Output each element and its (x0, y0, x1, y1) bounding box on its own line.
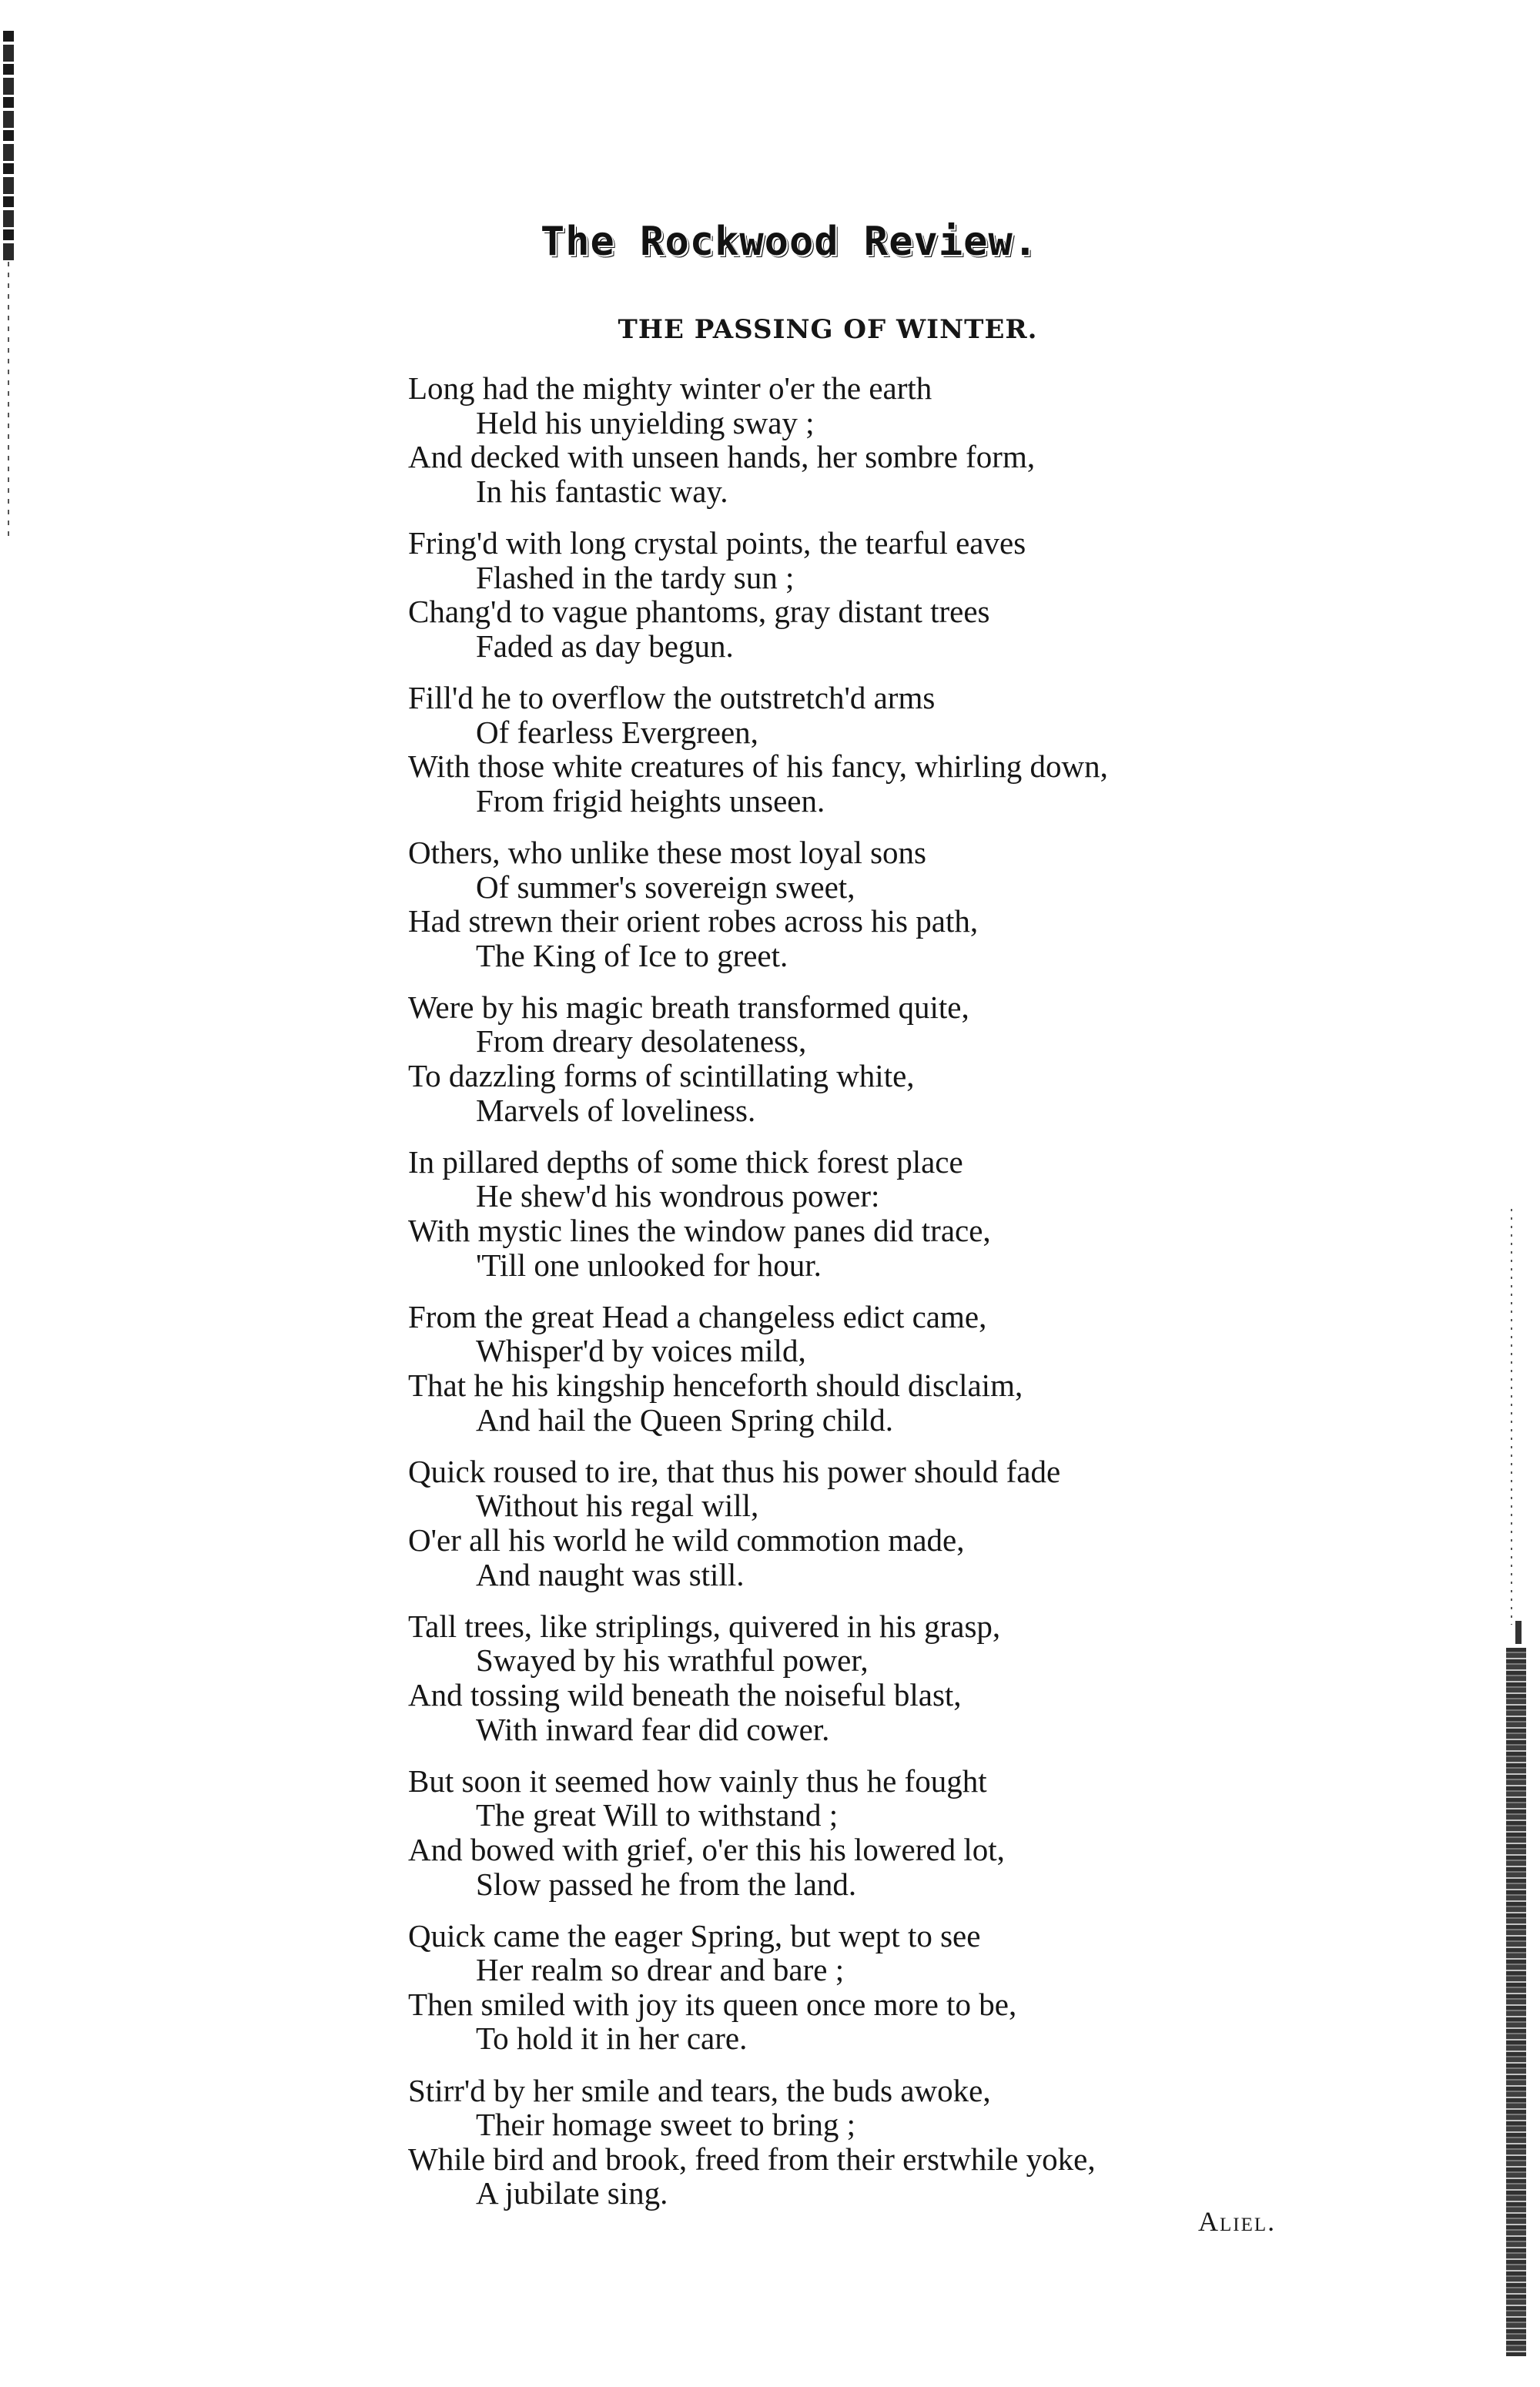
binding-edge-right (1506, 1648, 1526, 2356)
poem-line: And hail the Queen Spring child. (476, 1401, 894, 1438)
poem-line: Held his unyielding sway ; (476, 404, 815, 440)
poem-line: Then smiled with joy its queen once more to be, (408, 1986, 1017, 2022)
stanza (408, 2074, 1317, 2211)
poem-title (0, 314, 1540, 345)
poem-line: The King of Ice to greet. (476, 937, 788, 973)
poem-line: Her realm so drear and bare ; (476, 1952, 845, 1988)
poem-line: The great Will to withstand ; (476, 1797, 839, 1833)
stanza (408, 835, 1317, 973)
stanza (408, 526, 1317, 663)
poem-line: Tall trees, like striplings, quivered in his grasp, (408, 1608, 1001, 1644)
poem-line: And bowed with grief, o'er this his lowered lot, (408, 1831, 1005, 1867)
stanza (408, 1919, 1317, 2056)
poem-line: And tossing wild beneath the noiseful blast, (408, 1676, 962, 1712)
poem-line: Quick came the eager Spring, but wept to see (408, 1917, 981, 1953)
stanza (408, 371, 1317, 508)
poem-line: To hold it in her care. (476, 2020, 748, 2057)
poem-line: To dazzling forms of scintillating white, (408, 1058, 915, 1094)
poem-line: That he his kingship henceforth should disclaim, (408, 1368, 1023, 1403)
poem-line: Were by his magic breath transformed quite, (408, 989, 969, 1025)
poem-line: In his fantastic way. (476, 473, 728, 509)
poem-line: Their homage sweet to bring ; (476, 2107, 856, 2143)
poem-line: Chang'd to vague phantoms, gray distant trees (408, 594, 990, 630)
poem-line: Swayed by his wrathful power, (476, 1642, 869, 1679)
poem-line: O'er all his world he wild commotion made, (408, 1522, 965, 1558)
stanza (408, 1300, 1317, 1437)
binding-edge-right-speck (1515, 1621, 1522, 1644)
stanza (408, 990, 1317, 1127)
poem-line: Stirr'd by her smile and tears, the buds awoke, (408, 2072, 991, 2108)
stanza (408, 1145, 1317, 1282)
poem-line: Quick roused to ire, that thus his power should fade (408, 1453, 1061, 1489)
binding-edge-left-trace (8, 262, 9, 539)
poem-line: With those white creatures of his fancy, whirling down, (408, 748, 1108, 785)
poem-line: In pillared depths of some thick forest place (408, 1143, 963, 1180)
binding-edge-right-trace (1511, 1209, 1512, 1625)
poem-line: Of summer's sovereign sweet, (476, 869, 855, 905)
stanza (408, 1455, 1317, 1592)
poem-line: From frigid heights unseen. (476, 782, 825, 819)
poem-line: Without his regal will, (476, 1488, 759, 1524)
poem-line: Fring'd with long crystal points, the tearful eaves (408, 524, 1026, 561)
poem-line: He shew'd his wondrous power: (476, 1178, 880, 1214)
poem-line: Whisper'd by voices mild, (476, 1333, 806, 1369)
poem-line: Fill'd he to overflow the outstretch'd arms (408, 679, 936, 715)
poem-line: But soon it seemed how vainly thus he fought (408, 1763, 987, 1799)
stanza (408, 1764, 1317, 1901)
poem-line: Faded as day begun. (476, 628, 734, 664)
running-head-text: The Rockwood Review. (540, 219, 1039, 265)
poem-line: Of fearless Evergreen, (476, 714, 758, 750)
poem-title-text: THE PASSING OF WINTER. (618, 314, 1038, 345)
stanza (408, 1609, 1317, 1746)
poem-line: And naught was still. (476, 1556, 745, 1592)
poem-body (408, 371, 1317, 2228)
poem-line: Flashed in the tardy sun ; (476, 559, 795, 595)
poem-line: Long had the mighty winter o'er the earth (408, 370, 932, 406)
poem-line: While bird and brook, freed from their erstwhile yoke, (408, 2141, 1096, 2177)
poem-line: With mystic lines the window panes did trace, (408, 1213, 991, 1249)
poem-line: From the great Head a changeless edict came, (408, 1298, 987, 1334)
poem-line: With inward fear did cower. (476, 1711, 830, 1747)
poem-line: Marvels of loveliness. (476, 1092, 756, 1128)
poem-line: Slow passed he from the land. (476, 1866, 857, 1902)
author-signature: Aliel. (1198, 2206, 1277, 2237)
poem-line: Others, who unlike these most loyal sons (408, 834, 927, 870)
poem-line: And decked with unseen hands, her sombre form, (408, 439, 1036, 475)
poem-line: 'Till one unlooked for hour. (476, 1247, 822, 1283)
poem-line: Had strewn their orient robes across his path, (408, 903, 979, 939)
poem-line: From dreary desolateness, (476, 1023, 807, 1060)
stanza (408, 681, 1317, 818)
poem-line: A jubilate sing. (476, 2175, 668, 2211)
running-head (0, 219, 1540, 265)
